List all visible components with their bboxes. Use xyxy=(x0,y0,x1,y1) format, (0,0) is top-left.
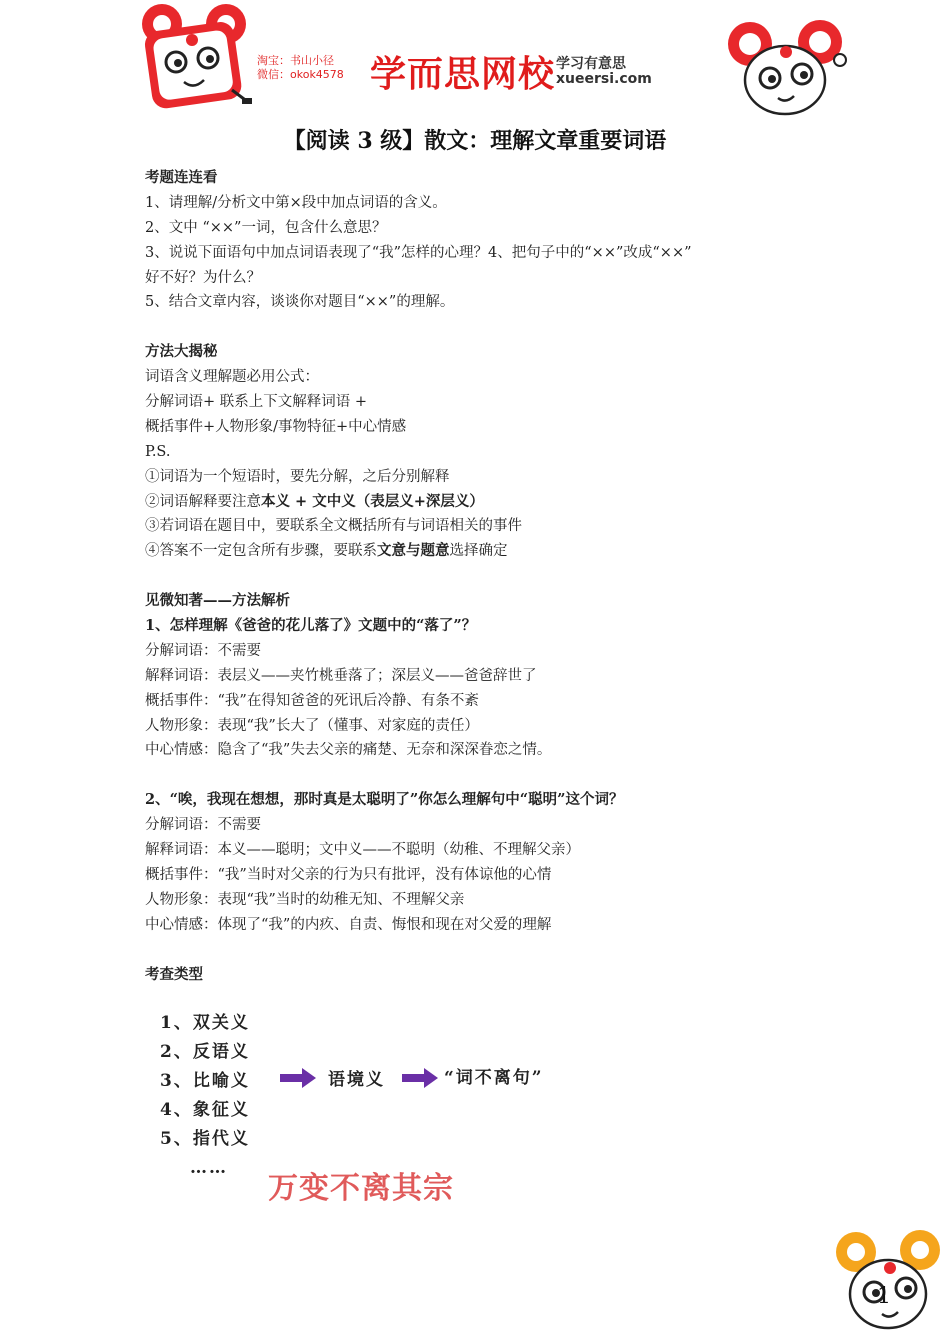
page-title: 【阅读 3 级】散文：理解文章重要词语 xyxy=(283,128,667,154)
section-title-types: 考查类型 xyxy=(145,965,203,983)
paragraph: 词语含义理解题必用公式： xyxy=(145,369,319,386)
contact-taobao: 淘宝：书山小径 xyxy=(257,54,334,67)
context-meaning-label: 语境义 xyxy=(328,1070,385,1090)
paragraph xyxy=(145,539,825,564)
paragraph: 解释词语：表层义——夹竹桃垂落了；深层义——爸爸辞世了 xyxy=(145,667,537,684)
emphasis: 本义 + 文中义（表层义+深层义） xyxy=(261,492,484,510)
question-1-title: 1、怎样理解《爸爸的花儿落了》文题中的“落了”？ xyxy=(145,617,477,635)
paragraph: 中心情感：体现了“我”的内疚、自责、悔恨和现在对父爱的理解 xyxy=(145,916,552,933)
paragraph: 概括事件：“我”在得知爸爸的死讯后冷静、有条不紊 xyxy=(145,692,479,709)
page-number: 1 xyxy=(877,1284,891,1309)
text-run: 选择确定 xyxy=(449,543,508,560)
paragraph: 1、请理解/分析文中第×段中加点词语的含义。 xyxy=(145,194,447,211)
type-item: 3、比喻义 xyxy=(160,1071,250,1091)
paragraph: 中心情感：隐含了“我”失去父亲的痛楚、无奈和深深眷恋之情。 xyxy=(145,742,552,759)
arrow-right-icon xyxy=(280,1068,316,1088)
text-run: ②词语解释要注意 xyxy=(145,493,261,510)
section-title-method: 方法大揭秘 xyxy=(145,343,218,361)
paragraph: ①词语为一个短语时，要先分解，之后分别解释 xyxy=(145,468,450,485)
spacer xyxy=(145,315,825,340)
paragraph: 概括事件+人物形象/事物特征+中心情感 xyxy=(145,418,407,435)
paragraph: 3、说说下面语句中加点词语表现了“我”怎样的心理？4、把句子中的“××”改成“××” xyxy=(145,244,692,261)
question-2-title: 2、“唉，我现在想想，那时真是太聪明了”你怎么理解句中“聪明”这个词？ xyxy=(145,791,624,809)
type-item: 4、象征义 xyxy=(160,1100,250,1120)
paragraph: 分解词语+ 联系上下文解释词语 + xyxy=(145,394,368,411)
paragraph: 人物形象：表现“我”长大了（懂事、对家庭的责任） xyxy=(145,717,479,734)
paragraph: 2、文中 “××”一词，包含什么意思？ xyxy=(145,219,387,236)
paragraph: ③若词语在题目中，要联系全文概括所有与词语相关的事件 xyxy=(145,518,522,535)
paragraph: 解释词语：本义——聪明；文中义——不聪明（幼稚、不理解父亲） xyxy=(145,842,580,859)
slogan: 万变不离其宗 xyxy=(268,1171,454,1206)
paragraph: 5、结合文章内容，谈谈你对题目“××”的理解。 xyxy=(145,294,455,311)
brand-sub xyxy=(556,57,652,87)
mascot-bottom-icon xyxy=(830,1228,950,1338)
paragraph: 分解词语：不需要 xyxy=(145,642,261,659)
brand-slogan: 学习有意思 xyxy=(556,56,626,72)
mascot-left-icon xyxy=(134,4,254,114)
word-sentence-label: “词不离句” xyxy=(444,1068,544,1088)
contact-info xyxy=(257,54,344,82)
brand-url: xueersi.com xyxy=(556,71,652,87)
text-run: ④答案不一定包含所有步骤，要联系 xyxy=(145,543,377,560)
section-title-analysis: 见微知著——方法解析 xyxy=(145,592,290,610)
type-item: 5、指代义 xyxy=(160,1129,250,1149)
spacer xyxy=(145,938,825,963)
type-item: 1、双关义 xyxy=(160,1013,250,1033)
spacer xyxy=(145,564,825,589)
paragraph: 分解词语：不需要 xyxy=(145,817,261,834)
spacer xyxy=(145,763,825,788)
brand-logo-text: 学而思网校 xyxy=(370,54,556,95)
paragraph: P.S. xyxy=(145,443,171,460)
paragraph: 人物形象：表现“我”当时的幼稚无知、不理解父亲 xyxy=(145,891,465,908)
type-item-ellipsis: …… xyxy=(190,1158,228,1178)
emphasis: 文意与题意 xyxy=(377,542,450,560)
arrow-right-icon xyxy=(402,1068,438,1088)
contact-wechat: 微信：okok4578 xyxy=(257,68,344,81)
page-header xyxy=(0,0,950,125)
type-item: 2、反语义 xyxy=(160,1042,250,1062)
paragraph: 好不好？为什么？ xyxy=(145,269,261,286)
section-title-kaoti: 考题连连看 xyxy=(145,169,218,186)
document-body xyxy=(145,166,825,987)
paragraph xyxy=(145,490,825,515)
paragraph: 概括事件：“我”当时对父亲的行为只有批评，没有体谅他的心情 xyxy=(145,866,552,883)
mascot-right-icon xyxy=(720,14,850,119)
